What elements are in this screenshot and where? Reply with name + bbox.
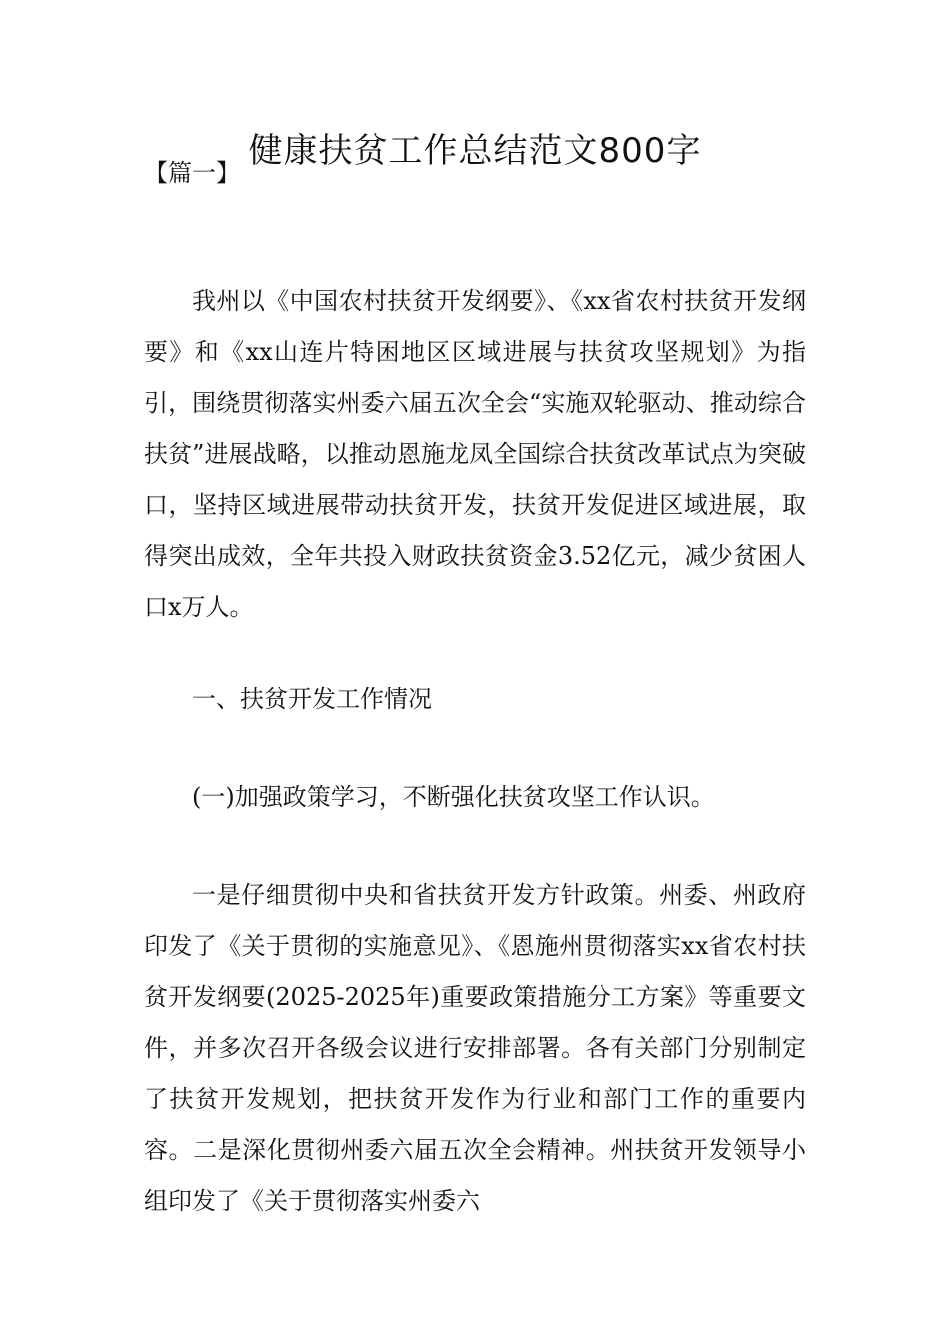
section-heading: 一、扶贫开发工作情况 [192, 685, 432, 713]
document-title: 健康扶贫工作总结范文800字 [248, 131, 702, 171]
paragraph-body: 一是仔细贯彻中央和省扶贫开发方针政策。州委、州政府印发了《关于贯彻的实施意见》、《恩施州贯彻落实xx省农村扶贫开发纲要(2025-2025年)重要政策措施分工方案》等重要文件，并多次召开各级会议进行安排部署。各有关部门分别制定了扶贫开发规划，把扶贫开发作为行业和部门工作的重要内容。二是深化贯彻州委六届五次全会精神。州扶贫开发领导小组印发了《关于贯彻落实州委六 [144, 881, 806, 1215]
subsection-heading: (一)加强政策学习，不断强化扶贫攻坚工作认识。 [192, 783, 715, 811]
section-label: 【篇一】 [144, 159, 240, 187]
paragraph-intro: 我州以《中国农村扶贫开发纲要》、《xx省农村扶贫开发纲要》和《xx山连片特困地区区域进展与扶贫攻坚规划》为指引，围绕贯彻落实州委六届五次全会“实施双轮驱动、推动综合扶贫”进展战略，以推动恩施龙凤全国综合扶贫改革试点为突破口，坚持区域进展带动扶贫开发，扶贫开发促进区域进展，取得突出成效，全年共投入财政扶贫资金3.52亿元，减少贫困人口x万人。 [144, 287, 806, 621]
